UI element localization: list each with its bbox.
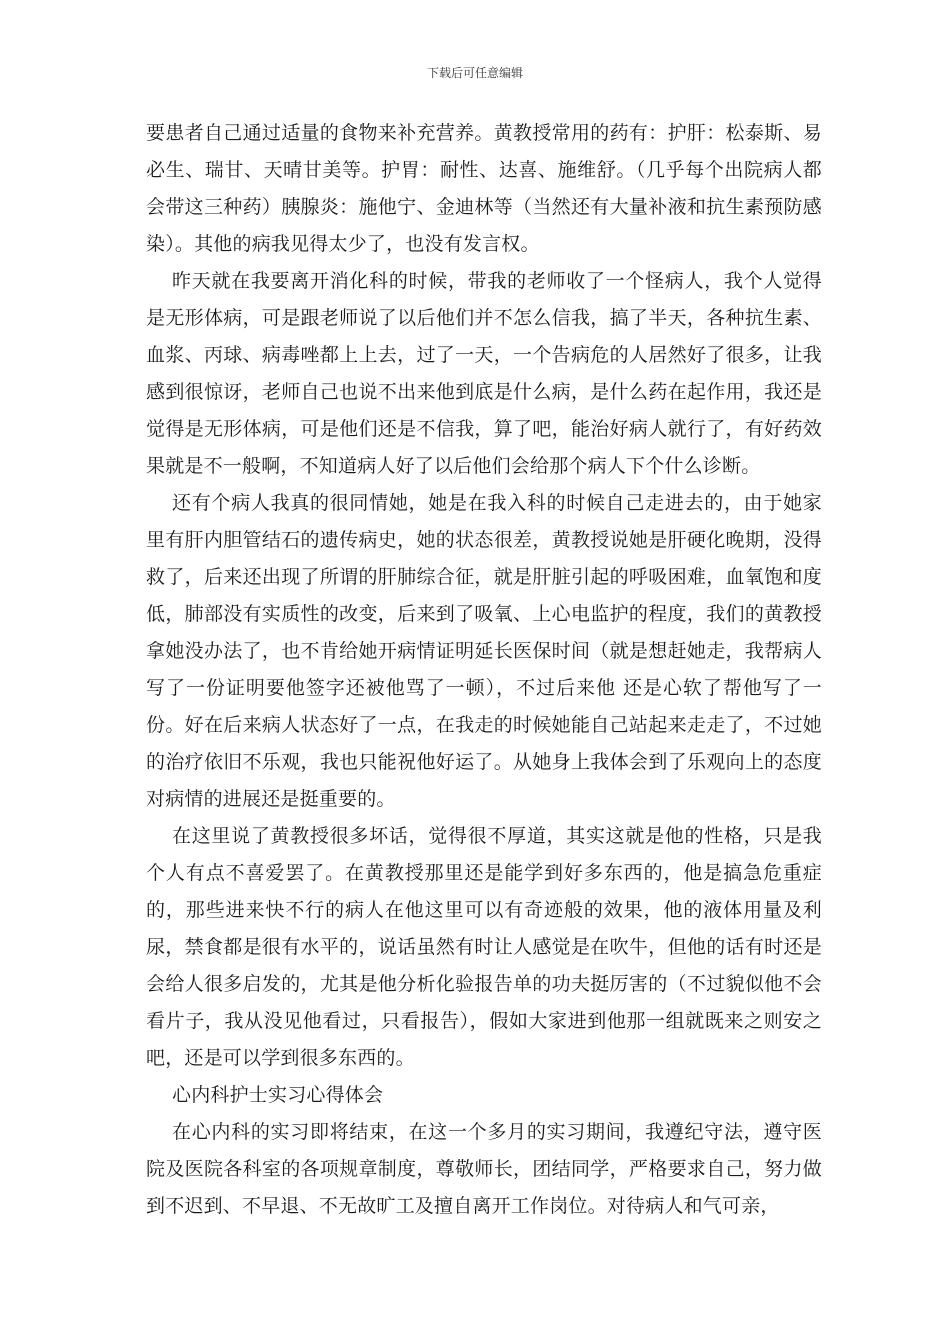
paragraph-1: 要患者自己通过适量的食物来补充营养。黄教授常用的药有：护肝：松泰斯、易必生、瑞甘、天晴甘美等。护胃：耐性、达喜、施维舒。（几乎每个出院病人都会带这三种药）胰腺炎：施他宁、金迪林等（当然还有大量补液和抗生素预防感染）。其他的病我见得太少了，也没有发言权。 — [146, 122, 822, 255]
paragraph-3: 还有个病人我真的很同情她，她是在我入科的时候自己走进去的，由于她家里有肝内胆管结石的遗传病史，她的状态很差，黄教授说她是肝硬化晚期，没得救了，后来还出现了所谓的肝肺综合征，就是肝脏引起的呼吸困难，血氧饱和度低，肺部没有实质性的改变，后来到了吸氧、上心电监护的程度，我们的黄教授拿她没办法了，也不肯给她开病情证明延长医保时间（就是想赶她走，我帮病人写了一份证明要他签字还被他骂了一顿），不过后来他 还是心软了帮他写了一份。好在后来病人状态好了一点，在我走的时候她能自己站起来走走了，不过她的治疗依旧不乐观，我也只能祝他好运了。从她身上我体会到了乐观向上的态度对病情的进展还是挺重要的。 — [146, 492, 822, 810]
paragraph-2: 昨天就在我要离开消化科的时候，带我的老师收了一个怪病人，我个人觉得是无形体病，可是跟老师说了以后他们并不怎么信我，搞了半天，各种抗生素、血浆、丙球、病毒唑都上上去，过了一天，一个告病危的人居然好了很多，让我感到很惊讶，老师自己也说不出来他到底是什么病，是什么药在起作用，我还是觉得是无形体病，可是他们还是不信我，算了吧，能治好病人就行了，有好药效果就是不一般啊，不知道病人好了以后他们会给那个病人下个什么诊断。 — [146, 270, 822, 477]
section-heading: 心内科护士实习心得体会 — [172, 1084, 384, 1106]
document-body — [146, 115, 822, 1225]
paragraph-4: 在这里说了黄教授很多坏话，觉得很不厚道，其实这就是他的性格，只是我个人有点不喜爱罢了。在黄教授那里还是能学到好多东西的，他是搞急危重症的，那些进来快不行的病人在他这里可以有奇迹般的效果，他的液体用量及利尿，禁食都是很有水平的，说话虽然有时让人感觉是在吹牛，但他的话有时还是会给人很多启发的，尤其是他分析化验报告单的功夫挺厉害的（不过貌似他不会看片子，我从没见他看过，只看报告），假如大家进到他那一组就既来之则安之吧，还是可以学到很多东西的。 — [146, 825, 822, 1069]
paragraph-5: 在心内科的实习即将结束，在这一个多月的实习期间，我遵纪守法，遵守医院及医院各科室的各项规章制度，尊敬师长，团结同学，严格要求自己，努力做到不迟到、不早退、不无故旷工及擅自离开工作岗位。对待病人和气可亲， — [146, 1121, 822, 1217]
page-header: 下载后可任意编辑 — [426, 66, 523, 80]
